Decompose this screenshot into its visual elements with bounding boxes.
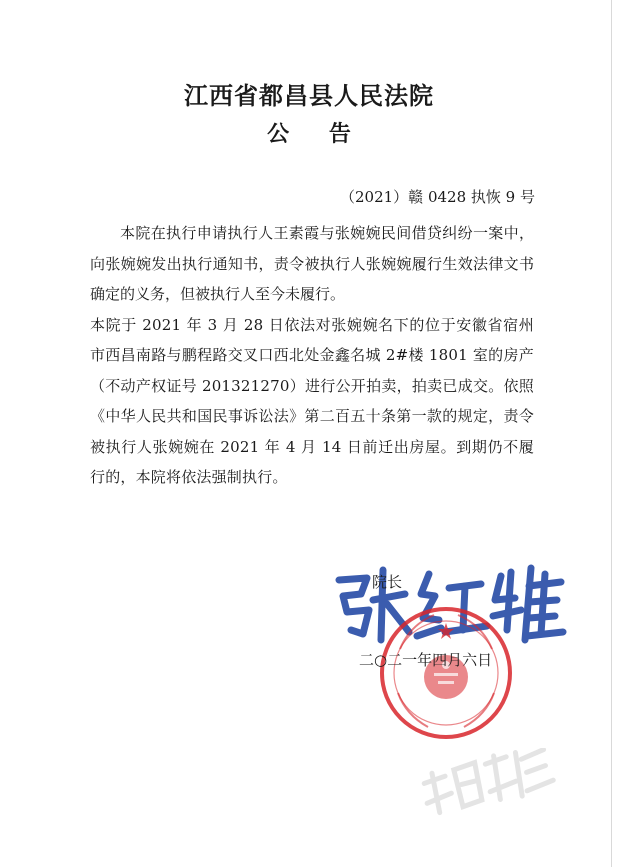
signatory-title: 院长 [372,573,403,591]
court-name: 江西省都昌县人民法院 [184,82,434,110]
case-number: （2021）赣 0428 执恢 9 号 [340,188,535,206]
body-paragraph-2: 本院于 2021 年 3 月 28 日依法对张婉婉名下的位于安徽省宿州市西昌南路与鹏程路交叉口西北处金鑫名城 2#楼 1801 室的房产（不动产权证号 201321270）进行公开拍卖，拍卖已成交。依照《中华人民共和国民事诉讼法》第二百五十条第一款的规定，责令被执行人张婉婉在 2021 年 4 月 14 日前迁出房屋。到期仍不履行的，本院将依法强制执行。 [90,315,534,486]
body-paragraph-1: 本院在执行申请执行人王素霞与张婉婉民间借贷纠纷一案中，向张婉婉发出执行通知书，责令被执行人张婉婉履行生效法律文书确定的义务，但被执行人至今未履行。 [90,224,534,303]
notice-body [90,218,534,493]
document-type: 公 告 [267,122,367,147]
court-seal [376,603,516,743]
issue-date: 二○二一年四月六日 [359,651,493,669]
watermark [418,748,558,818]
